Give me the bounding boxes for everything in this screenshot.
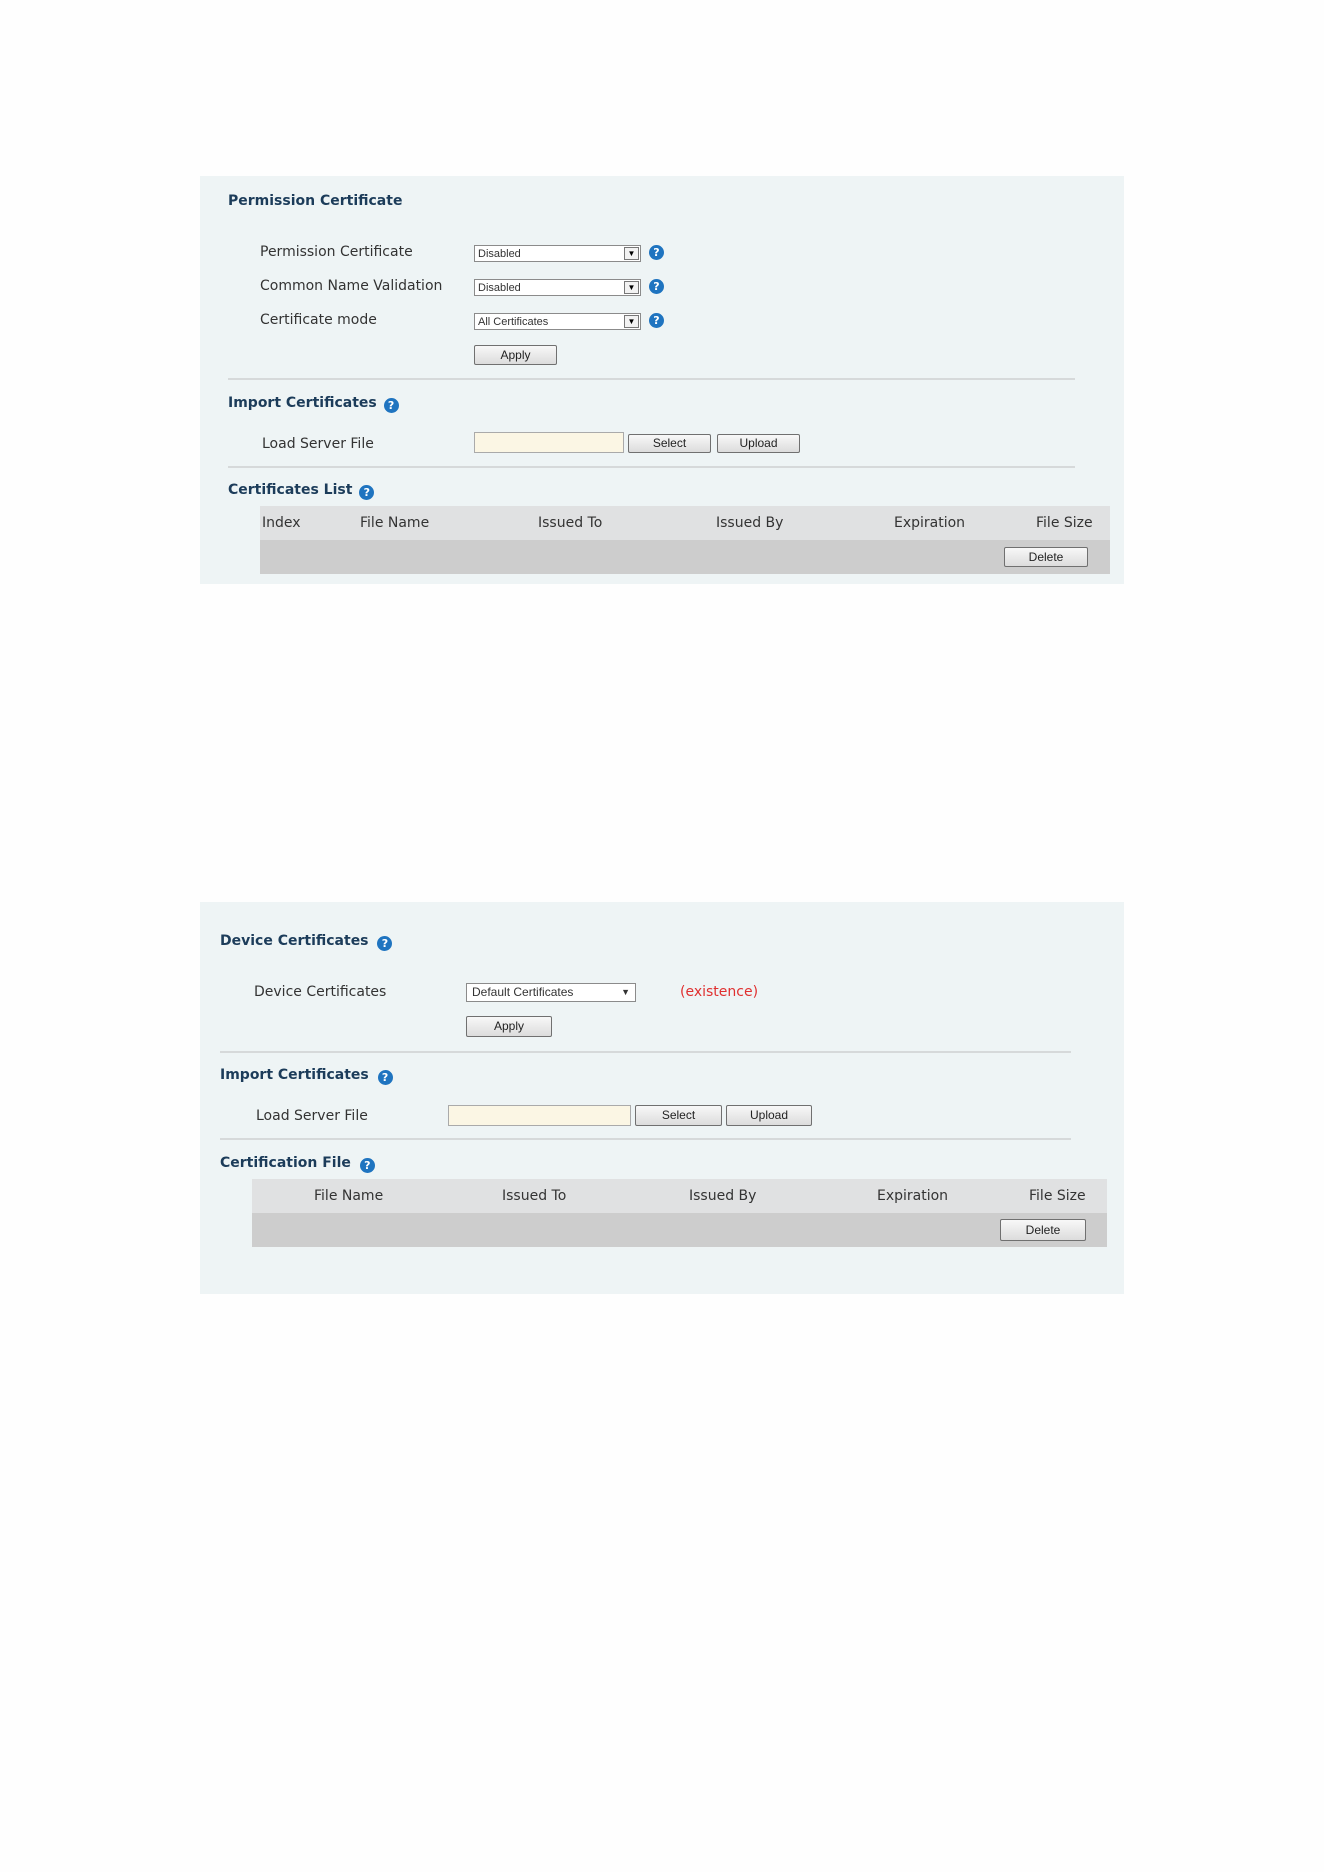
- certificates-list-title-text: Certificates List: [228, 482, 353, 498]
- chevron-down-icon[interactable]: ▼: [624, 281, 639, 294]
- column-header-expiration: Expiration: [894, 515, 966, 531]
- device-certificates-select[interactable]: [466, 983, 636, 1002]
- help-icon[interactable]: ?: [377, 936, 392, 951]
- common-name-validation-value: Disabled: [478, 282, 521, 294]
- chevron-down-icon[interactable]: ▼: [624, 247, 639, 260]
- status-badge: (existence): [680, 984, 759, 1000]
- help-icon[interactable]: ?: [649, 313, 664, 328]
- column-header-issued-to: Issued To: [538, 515, 603, 531]
- load-server-file-label: Load Server File: [256, 1108, 368, 1124]
- section-title-device-certificates: [220, 932, 392, 951]
- device-certificates-label: Device Certificates: [254, 984, 387, 1000]
- certification-table-header: [252, 1179, 1107, 1213]
- common-name-validation-label: Common Name Validation: [260, 278, 443, 294]
- common-name-validation-select[interactable]: [474, 279, 641, 296]
- help-icon[interactable]: ?: [384, 398, 399, 413]
- chevron-down-icon[interactable]: ▼: [624, 315, 639, 328]
- certificate-mode-value: All Certificates: [478, 316, 549, 328]
- column-header-expiration: Expiration: [877, 1188, 949, 1204]
- upload-button[interactable]: Upload: [726, 1105, 812, 1126]
- certificate-mode-select[interactable]: [474, 313, 641, 330]
- section-title-import-certificates: [228, 394, 399, 413]
- help-icon[interactable]: ?: [378, 1070, 393, 1085]
- divider: [228, 466, 1075, 468]
- column-header-index: Index: [262, 515, 301, 531]
- chevron-down-icon[interactable]: ▼: [621, 987, 630, 997]
- upload-button[interactable]: Upload: [717, 434, 800, 453]
- divider: [220, 1138, 1071, 1140]
- file-path-input[interactable]: [448, 1105, 631, 1126]
- permission-certificate-select[interactable]: [474, 245, 641, 262]
- certificate-mode-label: Certificate mode: [260, 312, 377, 328]
- permission-certificate-label: Permission Certificate: [260, 244, 413, 260]
- table-row: [252, 1213, 1107, 1247]
- import-certificates-title-text: Import Certificates: [220, 1067, 369, 1083]
- help-icon[interactable]: ?: [360, 1158, 375, 1173]
- import-certificates-title-text: Import Certificates: [228, 395, 377, 411]
- column-header-issued-by: Issued By: [716, 515, 784, 531]
- device-certificates-panel: [200, 902, 1124, 1294]
- column-header-issued-by: Issued By: [689, 1188, 757, 1204]
- permission-certificate-panel: [200, 176, 1124, 584]
- load-server-file-label: Load Server File: [262, 436, 374, 452]
- help-icon[interactable]: ?: [649, 245, 664, 260]
- select-button[interactable]: Select: [635, 1105, 722, 1126]
- section-title-import-certificates: [220, 1066, 393, 1085]
- apply-button[interactable]: Apply: [466, 1016, 552, 1037]
- certification-file-title-text: Certification File: [220, 1155, 351, 1171]
- column-header-issued-to: Issued To: [502, 1188, 567, 1204]
- help-icon[interactable]: ?: [649, 279, 664, 294]
- divider: [228, 378, 1075, 380]
- device-certificates-value: Default Certificates: [472, 985, 574, 999]
- divider: [220, 1051, 1071, 1053]
- column-header-file-name: File Name: [314, 1188, 384, 1204]
- section-title-certificates-list: [228, 481, 374, 500]
- device-certificates-title-text: Device Certificates: [220, 933, 369, 949]
- select-button[interactable]: Select: [628, 434, 711, 453]
- apply-button[interactable]: Apply: [474, 345, 557, 365]
- section-title-permission-certificate: Permission Certificate: [228, 193, 403, 209]
- help-icon[interactable]: ?: [359, 485, 374, 500]
- file-path-input[interactable]: [474, 432, 624, 453]
- table-row: [260, 540, 1110, 574]
- column-header-file-size: File Size: [1029, 1188, 1086, 1204]
- delete-button[interactable]: Delete: [1004, 547, 1088, 567]
- section-title-certification-file: [220, 1154, 375, 1173]
- column-header-file-name: File Name: [360, 515, 430, 531]
- permission-certificate-value: Disabled: [478, 248, 521, 260]
- certificates-table-header: [260, 506, 1110, 540]
- delete-button[interactable]: Delete: [1000, 1219, 1086, 1241]
- column-header-file-size: File Size: [1036, 515, 1093, 531]
